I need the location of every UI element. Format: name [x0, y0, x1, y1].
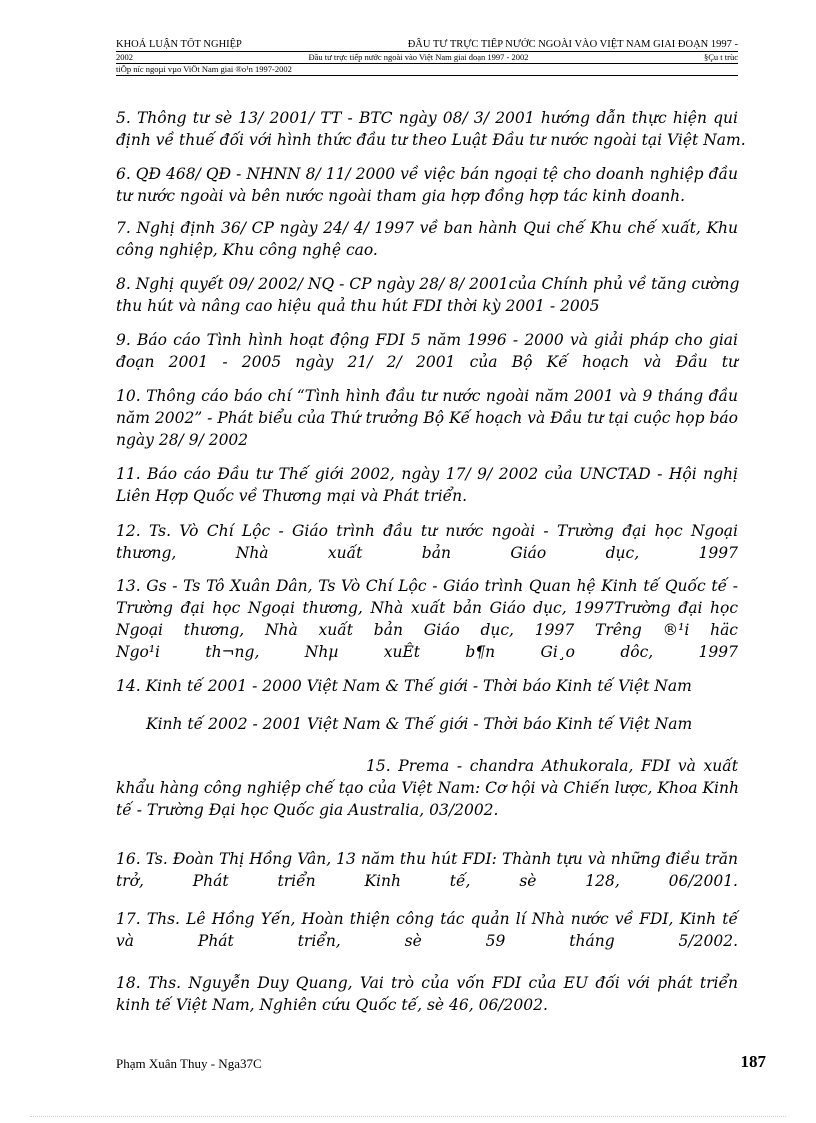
page-number: 187: [740, 1052, 766, 1071]
reference-line: định về thuế đối với hình thức đầu tư theo Luật Đầu tư nước ngoài tại Việt Nam.: [116, 131, 746, 149]
reference-entry: [116, 385, 738, 451]
reference-line: thu hút và nâng cao hiệu quả thu hút FDI thời kỳ 2001 - 2005: [116, 297, 600, 315]
reference-line: Ngoại thương, Nhà xuất bản Giáo dục, 1997 Trêng ®¹i häc: [116, 621, 738, 639]
reference-line: khẩu hàng công nghiệp chế tạo của Việt Nam: Cơ hội và Chiến lược, Khoa Kinh: [116, 779, 739, 797]
running-header: [116, 38, 738, 52]
reference-entry: [116, 755, 738, 821]
running-header-line2: [116, 51, 738, 63]
header-rule-3: [116, 75, 738, 76]
reference-line: 13. Gs - Ts Tô Xuân Dân, Ts Vò Chí Lộc - Giáo trình Quan hệ Kinh tế Quốc tế -: [116, 577, 738, 595]
reference-line: 12. Ts. Vò Chí Lộc - Giáo trình đầu tư nước ngoài - Trường đại học Ngoại: [116, 522, 738, 540]
reference-entry: [116, 575, 738, 663]
header-year: 2002: [116, 52, 133, 62]
reference-entry: [116, 329, 738, 373]
reference-line: 5. Thông tư sè 13/ 2001/ TT - BTC ngày 08/ 3/ 2001 hướng dẫn thực hiện qui: [116, 109, 738, 127]
reference-entry: [116, 520, 738, 564]
reference-line: năm 2002” - Phát biểu của Thứ trưởng Bộ Kế hoạch và Đầu tư tại cuộc họp báo: [116, 409, 738, 427]
reference-line: 8. Nghị quyết 09/ 2002/ NQ - CP ngày 28/ 8/ 2001của Chính phủ về tăng cường: [116, 275, 740, 293]
reference-line: công nghiệp, Khu công nghệ cao.: [116, 241, 378, 259]
reference-line: 9. Báo cáo Tình hình hoạt động FDI 5 năm 1996 - 2000 và giải pháp cho giai: [116, 331, 738, 349]
reference-line: trở, Phát triển Kinh tế, sè 128, 06/2001.: [116, 872, 738, 890]
reference-line: tư nước ngoài và bên nước ngoài tham gia hợp đồng hợp tác kinh doanh.: [116, 187, 685, 205]
header-garbled-right: §Çu t trùc: [703, 52, 738, 62]
reference-entry: [116, 848, 738, 892]
reference-entry: [116, 107, 746, 151]
reference-line: thương, Nhà xuất bản Giáo dục, 1997: [116, 544, 738, 562]
reference-line: kinh tế Việt Nam, Nghiên cứu Quốc tế, sè 46, 06/2002.: [116, 996, 548, 1014]
reference-line: 17. Ths. Lê Hồng Yến, Hoàn thiện công tác quản lí Nhà nước về FDI, Kinh tế: [116, 910, 738, 928]
reference-line: ngày 28/ 9/ 2002: [116, 431, 249, 449]
footer-author: Phạm Xuân Thuy - Nga37C: [116, 1056, 262, 1071]
reference-entry: [116, 463, 738, 507]
reference-entry: [116, 675, 738, 697]
reference-entry: [116, 713, 738, 735]
reference-line: 7. Nghị định 36/ CP ngày 24/ 4/ 1997 về ban hành Qui chế Khu chế xuất, Khu: [116, 219, 738, 237]
header-garbled-line: tiÕp níc ngoµi vµo ViÖt Nam giai ®o¹n 1997-2002: [116, 64, 292, 74]
header-right-title: ĐẦU TƯ TRỰC TIẾP NƯỚC NGOÀI VÀO VIỆT NAM GIAI ĐOẠN 1997 -: [407, 39, 738, 50]
reference-line: 10. Thông cáo báo chí “Tình hình đầu tư nước ngoài năm 2001 và 9 tháng đầu: [116, 387, 738, 405]
reference-line: Ngo¹i th¬ng, Nhµ xuÊt b¶n Gi¸o dôc, 1997: [116, 643, 738, 661]
reference-line: đoạn 2001 - 2005 ngày 21/ 2/ 2001 của Bộ Kế hoạch và Đầu tư: [116, 353, 738, 371]
reference-line: Liên Hợp Quốc về Thương mại và Phát triển.: [116, 487, 468, 505]
reference-entry: [116, 972, 738, 1016]
header-subtitle: Đầu tư trực tiếp nước ngoài vào Việt Nam giai đoạn 1997 - 2002: [308, 52, 529, 62]
header-left-title: KHOÁ LUẬN TỐT NGHIỆP: [116, 39, 242, 50]
reference-line: Kinh tế 2002 - 2001 Việt Nam & Thế giới - Thời báo Kinh tế Việt Nam: [146, 715, 693, 733]
reference-line: 15. Prema - chandra Athukorala, FDI và xuất: [366, 757, 738, 775]
reference-line: 11. Báo cáo Đầu tư Thế giới 2002, ngày 17/ 9/ 2002 của UNCTAD - Hội nghị: [116, 465, 738, 483]
reference-entry: [116, 217, 738, 261]
reference-entry: [116, 273, 738, 317]
reference-entry: [116, 908, 738, 952]
reference-line: 16. Ts. Đoàn Thị Hồng Vân, 13 năm thu hút FDI: Thành tựu và những điều trăn: [116, 850, 738, 868]
reference-line: tế - Trường Đại học Quốc gia Australia, 03/2002.: [116, 801, 499, 819]
reference-line: Trường đại học Ngoại thương, Nhà xuất bản Giáo dục, 1997Trường đại học: [116, 599, 738, 617]
page-edge-divider: [30, 1116, 786, 1117]
reference-line: 6. QĐ 468/ QĐ - NHNN 8/ 11/ 2000 về việc bán ngoại tệ cho doanh nghiệp đầu: [116, 165, 738, 183]
reference-line: 14. Kinh tế 2001 - 2000 Việt Nam & Thế giới - Thời báo Kinh tế Việt Nam: [116, 677, 692, 695]
reference-line: và Phát triển, sè 59 tháng 5/2002.: [116, 932, 738, 950]
reference-entry: [116, 163, 738, 207]
reference-line: 18. Ths. Nguyễn Duy Quang, Vai trò của vốn FDI của EU đối với phát triển: [116, 974, 738, 992]
